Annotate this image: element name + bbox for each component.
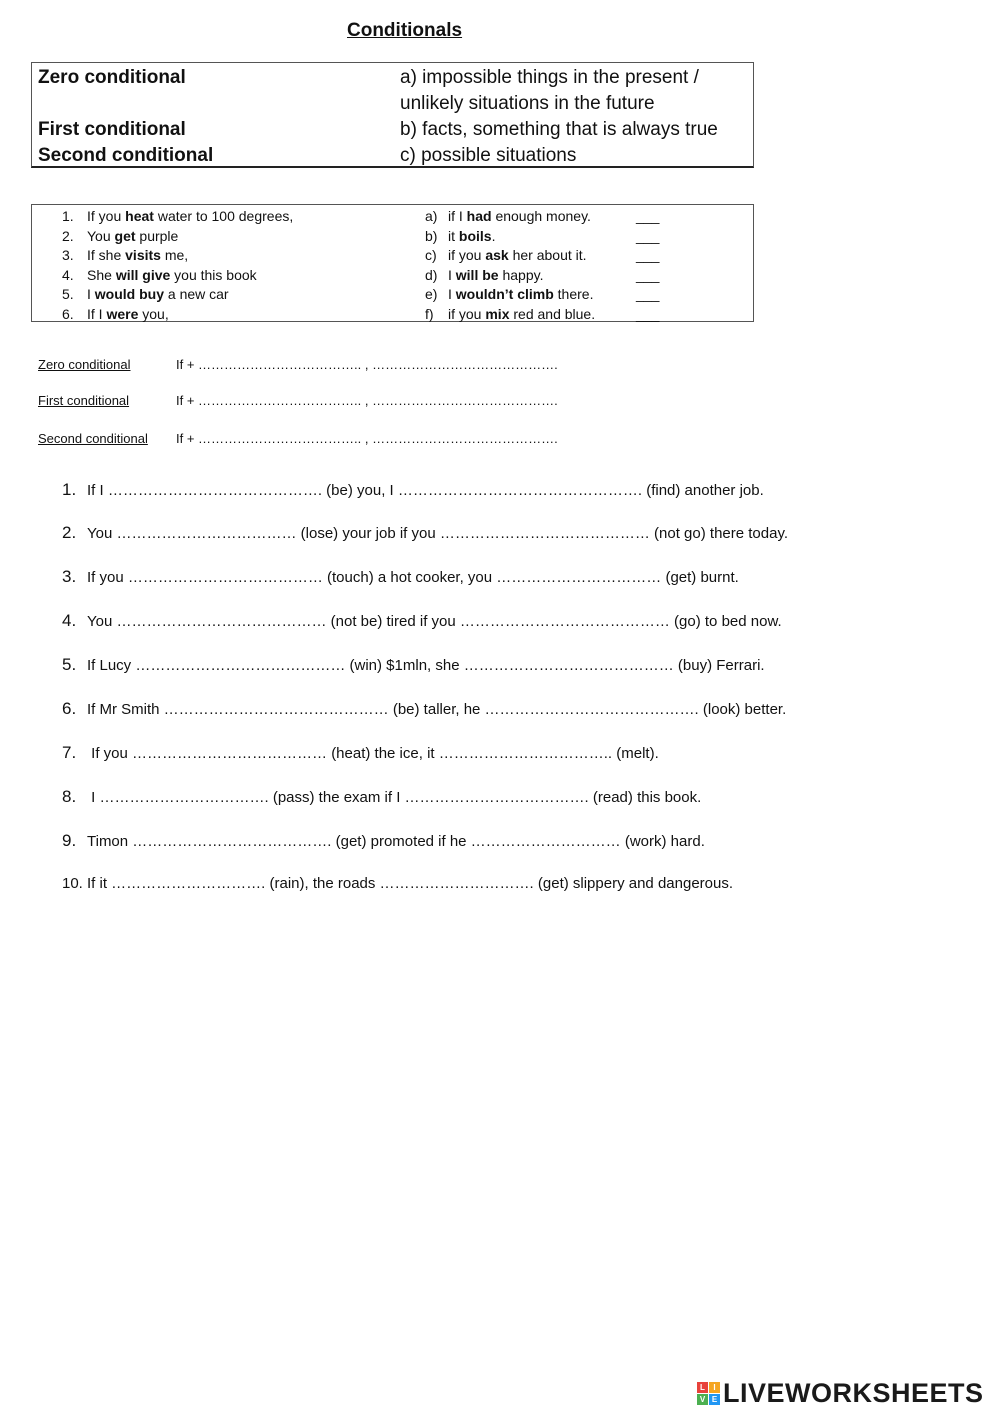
answer-blank[interactable]: ___ xyxy=(636,208,660,224)
verb: would buy xyxy=(94,286,164,302)
text-segment: a new car xyxy=(164,286,229,302)
verb: had xyxy=(466,208,492,224)
exercise-text[interactable]: If you ………………………………… (heat) the ice, it …………………………….. (melt). xyxy=(87,745,659,762)
exercise-number: 7. xyxy=(62,743,77,762)
structure-label: Second conditional xyxy=(38,431,148,446)
text-segment: You xyxy=(87,228,115,244)
exercise-number: 6. xyxy=(62,699,77,718)
exercise-text[interactable]: If it …………………………. (rain), the roads …………………………. (get) slippery and dangerous. xyxy=(87,875,734,892)
exercise-item xyxy=(62,699,786,719)
verb: get xyxy=(114,228,136,244)
verb: visits xyxy=(125,247,161,263)
first-half xyxy=(87,245,188,265)
exercise-number: 4. xyxy=(62,611,77,630)
text-segment: there. xyxy=(553,286,594,302)
conditional-type: First conditional xyxy=(38,119,186,140)
verb: will be xyxy=(455,267,499,283)
text-segment: water to 100 degrees, xyxy=(153,208,294,224)
usage-item: unlikely situations in the future xyxy=(400,93,655,114)
exercise-number: 10. xyxy=(62,875,83,892)
row-number: 1. xyxy=(62,208,74,224)
exercise-text[interactable]: If Mr Smith ……………………………………… (be) taller, he ……………………………………. (look) better. xyxy=(87,701,787,718)
conditional-type: Second conditional xyxy=(38,145,214,166)
logo-mark-icon xyxy=(697,1382,720,1405)
option-letter: b) xyxy=(425,228,438,244)
text-segment: happy. xyxy=(498,267,544,283)
structure-formula-input[interactable]: If + ……………………………….. , ……………………………………. xyxy=(176,357,558,372)
exercise-text[interactable]: You …………………………………… (not be) tired if you …………………………………… (go) to bed now. xyxy=(87,613,782,630)
structure-formula-input[interactable]: If + ……………………………….. , ……………………………………. xyxy=(176,393,558,408)
half-row xyxy=(32,304,753,324)
text-segment: if I xyxy=(448,208,467,224)
page-title: Conditionals xyxy=(347,20,463,41)
exercise-number: 9. xyxy=(62,831,77,850)
verb: were xyxy=(106,306,139,322)
usages-column xyxy=(400,65,718,169)
exercise-text[interactable]: If Lucy …………………………………… (win) $1mln, she …………………………………… (buy) Ferrari. xyxy=(87,657,765,674)
option-letter: c) xyxy=(425,247,437,263)
second-half xyxy=(448,284,593,304)
structure-formula-input[interactable]: If + ……………………………….. , ……………………………………. xyxy=(176,431,558,446)
text-segment: it xyxy=(448,228,459,244)
text-segment: purple xyxy=(135,228,179,244)
exercise-item xyxy=(62,567,739,587)
verb: wouldn’t climb xyxy=(455,286,554,302)
second-half xyxy=(448,206,591,226)
answer-blank[interactable]: ___ xyxy=(636,286,660,302)
text-segment: She xyxy=(87,267,116,283)
first-half xyxy=(87,226,178,246)
text-segment: me, xyxy=(160,247,189,263)
exercise-text[interactable]: I ……………………………. (pass) the exam if I ………………………………. (read) this book. xyxy=(87,789,702,806)
structure-label: First conditional xyxy=(38,393,130,408)
conditional-types-column xyxy=(38,65,213,169)
text-segment: If she xyxy=(87,247,126,263)
exercise-text[interactable]: If I ……………………………………. (be) you, I …………………………………………. (find) another job. xyxy=(87,482,764,499)
logo-mark-tile: I xyxy=(709,1382,720,1393)
conditional-type xyxy=(38,91,213,117)
half-row xyxy=(32,245,753,265)
exercise-number: 3. xyxy=(62,567,77,586)
usage-item: a) impossible things in the present / xyxy=(400,67,699,88)
exercise-number: 5. xyxy=(62,655,77,674)
row-number: 4. xyxy=(62,267,74,283)
usage-item: c) possible situations xyxy=(400,145,577,166)
text-segment: I xyxy=(87,286,95,302)
logo-mark-tile: L xyxy=(697,1382,708,1393)
half-row xyxy=(32,284,753,304)
conditional-type: Zero conditional xyxy=(38,67,186,88)
text-segment: . xyxy=(491,228,496,244)
text-segment: you this book xyxy=(170,267,257,283)
answer-blank[interactable]: ___ xyxy=(636,228,660,244)
exercise-number: 1. xyxy=(62,480,77,499)
option-letter: e) xyxy=(425,286,438,302)
half-row xyxy=(32,265,753,285)
exercise-item xyxy=(62,480,764,500)
second-half xyxy=(448,245,587,265)
first-half xyxy=(87,265,257,285)
verb: mix xyxy=(485,306,510,322)
text-segment: if you xyxy=(448,306,486,322)
half-row xyxy=(32,206,753,226)
exercise-text[interactable]: You ……………………………… (lose) your job if you …………………………………… (not go) there today. xyxy=(87,525,789,542)
first-half xyxy=(87,304,169,324)
sentence-halves-table xyxy=(31,204,754,322)
liveworksheets-logo xyxy=(697,1377,984,1409)
text-segment: I xyxy=(448,267,456,283)
exercise-item xyxy=(62,611,782,631)
option-letter: f) xyxy=(425,306,434,322)
text-segment: If you xyxy=(87,208,126,224)
first-half xyxy=(87,284,229,304)
verb: boils xyxy=(458,228,492,244)
logo-text: LIVEWORKSHEETS xyxy=(723,1377,984,1408)
answer-blank[interactable]: ___ xyxy=(636,267,660,283)
first-half xyxy=(87,206,293,226)
exercise-item xyxy=(62,523,788,543)
second-half xyxy=(448,265,543,285)
text-segment: her about it. xyxy=(508,247,587,263)
answer-blank[interactable]: ___ xyxy=(636,306,660,322)
exercise-item xyxy=(62,655,765,675)
row-number: 6. xyxy=(62,306,74,322)
row-number: 2. xyxy=(62,228,74,244)
second-half xyxy=(448,304,595,324)
second-half xyxy=(448,226,495,246)
exercise-text[interactable]: If you ………………………………… (touch) a hot cooker, you …………………………… (get) burnt. xyxy=(87,569,739,586)
exercise-item xyxy=(62,875,733,892)
row-number: 3. xyxy=(62,247,74,263)
exercise-item xyxy=(62,743,659,763)
text-segment: red and blue. xyxy=(509,306,596,322)
exercise-item xyxy=(62,787,701,807)
exercise-number: 8. xyxy=(62,787,77,806)
answer-blank[interactable]: ___ xyxy=(636,247,660,263)
option-letter: d) xyxy=(425,267,438,283)
verb: heat xyxy=(125,208,154,224)
structure-label: Zero conditional xyxy=(38,357,131,372)
text-segment: enough money. xyxy=(491,208,591,224)
exercise-item xyxy=(62,831,705,851)
logo-mark-tile: V xyxy=(697,1394,708,1405)
matching-table xyxy=(31,62,754,168)
verb: ask xyxy=(485,247,509,263)
usage-item: b) facts, something that is always true xyxy=(400,119,718,140)
text-segment: If I xyxy=(87,306,107,322)
exercise-number: 2. xyxy=(62,523,77,542)
text-segment: you, xyxy=(138,306,169,322)
option-letter: a) xyxy=(425,208,438,224)
row-number: 5. xyxy=(62,286,74,302)
exercise-text[interactable]: Timon …………………………………. (get) promoted if he ………………………… (work) hard. xyxy=(87,833,705,850)
text-segment: I xyxy=(448,286,456,302)
logo-mark-tile: E xyxy=(709,1394,720,1405)
text-segment: if you xyxy=(448,247,486,263)
half-row xyxy=(32,226,753,246)
verb: will give xyxy=(115,267,171,283)
